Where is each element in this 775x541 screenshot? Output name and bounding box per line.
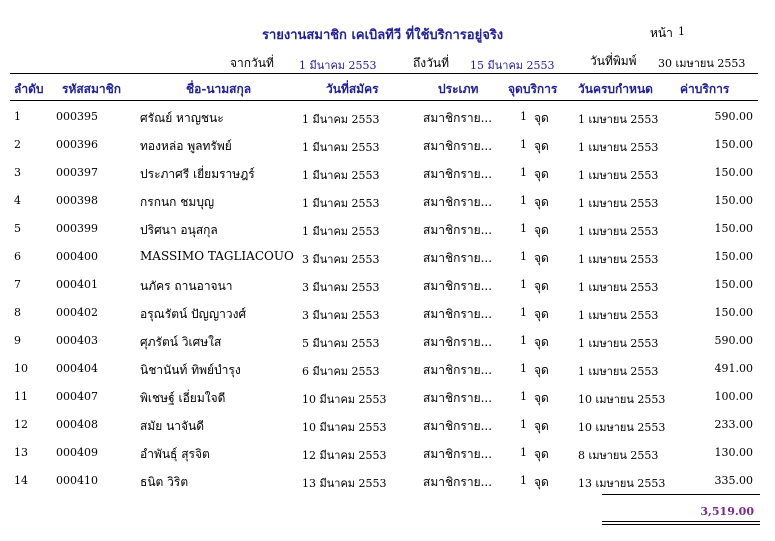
cell-seq: 11 xyxy=(14,390,28,403)
cell-apply-date: 1 มีนาคม 2553 xyxy=(302,113,380,126)
cell-seq: 12 xyxy=(14,418,28,431)
cell-code: 000399 xyxy=(56,222,98,235)
cell-points: 1 xyxy=(520,166,527,179)
column-header-points: จุดบริการ xyxy=(508,82,558,96)
cell-points: 1 xyxy=(520,222,527,235)
cell-seq: 6 xyxy=(14,250,21,263)
cell-unit: จุด xyxy=(534,111,549,125)
cell-code: 000404 xyxy=(56,362,98,375)
to-date-label: ถึงวันที่ xyxy=(413,56,449,70)
cell-fee: 233.00 xyxy=(714,418,753,431)
cell-points: 1 xyxy=(520,306,527,319)
cell-code: 000400 xyxy=(56,250,98,263)
cell-points: 1 xyxy=(520,194,527,207)
cell-code: 000409 xyxy=(56,446,98,459)
cell-seq: 9 xyxy=(14,334,21,347)
cell-points: 1 xyxy=(520,390,527,403)
cell-apply-date: 3 มีนาคม 2553 xyxy=(302,281,380,294)
cell-apply-date: 13 มีนาคม 2553 xyxy=(302,477,387,490)
column-header-due-date: วันครบกำหนด xyxy=(578,82,653,96)
cell-seq: 3 xyxy=(14,166,21,179)
cell-code: 000401 xyxy=(56,278,98,291)
cell-apply-date: 12 มีนาคม 2553 xyxy=(302,449,387,462)
column-header-seq: ลำดับ xyxy=(14,82,44,96)
cell-points: 1 xyxy=(520,446,527,459)
cell-seq: 10 xyxy=(14,362,28,375)
cell-code: 000410 xyxy=(56,474,98,487)
cell-unit: จุด xyxy=(534,307,549,321)
cell-code: 000408 xyxy=(56,418,98,431)
cell-name: นภัคร ถานอาจนา xyxy=(140,279,233,293)
cell-unit: จุด xyxy=(534,475,549,489)
cell-unit: จุด xyxy=(534,363,549,377)
cell-type: สมาชิกราย... xyxy=(423,307,493,321)
cell-fee: 491.00 xyxy=(714,362,753,375)
page-number: 1 xyxy=(678,25,685,38)
cell-due-date: 1 เมษายน 2553 xyxy=(578,281,659,294)
cell-fee: 590.00 xyxy=(714,334,753,347)
total-double-rule-2 xyxy=(602,524,760,525)
cell-name: ธนิต วิริต xyxy=(140,475,189,489)
cell-due-date: 1 เมษายน 2553 xyxy=(578,365,659,378)
cell-points: 1 xyxy=(520,362,527,375)
cell-code: 000398 xyxy=(56,194,98,207)
cell-unit: จุด xyxy=(534,419,549,433)
cell-unit: จุด xyxy=(534,195,549,209)
cell-apply-date: 6 มีนาคม 2553 xyxy=(302,365,380,378)
from-date-label: จากวันที่ xyxy=(230,56,274,70)
cell-type: สมาชิกราย... xyxy=(423,363,493,377)
cell-due-date: 1 เมษายน 2553 xyxy=(578,113,659,126)
cell-due-date: 1 เมษายน 2553 xyxy=(578,309,659,322)
cell-type: สมาชิกราย... xyxy=(423,419,493,433)
cell-unit: จุด xyxy=(534,251,549,265)
report-title: รายงานสมาชิก เคเบิลทีวี ที่ใช้บริการอยู่จริง xyxy=(262,28,504,43)
cell-name: ศรัณย์ หาญชนะ xyxy=(140,111,224,125)
cell-code: 000403 xyxy=(56,334,98,347)
to-date-value: 15 มีนาคม 2553 xyxy=(470,59,555,72)
cell-type: สมาชิกราย... xyxy=(423,279,493,293)
cell-points: 1 xyxy=(520,110,527,123)
cell-due-date: 10 เมษายน 2553 xyxy=(578,393,666,406)
cell-seq: 2 xyxy=(14,138,21,151)
cell-type: สมาชิกราย... xyxy=(423,195,493,209)
cell-code: 000397 xyxy=(56,166,98,179)
cell-seq: 4 xyxy=(14,194,21,207)
cell-type: สมาชิกราย... xyxy=(423,167,493,181)
from-date-value: 1 มีนาคม 2553 xyxy=(299,59,377,72)
cell-name: ปริศนา อนุสกุล xyxy=(140,223,218,237)
cell-type: สมาชิกราย... xyxy=(423,139,493,153)
cell-points: 1 xyxy=(520,278,527,291)
cell-type: สมาชิกราย... xyxy=(423,111,493,125)
cell-fee: 150.00 xyxy=(714,306,753,319)
cell-due-date: 10 เมษายน 2553 xyxy=(578,421,666,434)
cell-due-date: 1 เมษายน 2553 xyxy=(578,197,659,210)
cell-apply-date: 1 มีนาคม 2553 xyxy=(302,169,380,182)
cell-unit: จุด xyxy=(534,167,549,181)
total-fee: 3,519.00 xyxy=(700,505,754,518)
cell-due-date: 1 เมษายน 2553 xyxy=(578,141,659,154)
cell-name: MASSIMO TAGLIACOUO xyxy=(140,249,294,263)
cell-fee: 130.00 xyxy=(714,446,753,459)
cell-apply-date: 3 มีนาคม 2553 xyxy=(302,253,380,266)
cell-fee: 150.00 xyxy=(714,278,753,291)
cell-due-date: 1 เมษายน 2553 xyxy=(578,169,659,182)
cell-due-date: 1 เมษายน 2553 xyxy=(578,253,659,266)
column-header-code: รหัสสมาชิก xyxy=(62,82,122,96)
header-bottom-rule xyxy=(10,100,758,101)
cell-unit: จุด xyxy=(534,447,549,461)
cell-apply-date: 1 มีนาคม 2553 xyxy=(302,225,380,238)
cell-name: อำพันธุ์ สุรจิต xyxy=(140,447,210,461)
cell-fee: 150.00 xyxy=(714,166,753,179)
cell-due-date: 1 เมษายน 2553 xyxy=(578,225,659,238)
cell-name: ศุภรัตน์ วิเศษใส xyxy=(140,335,222,349)
cell-points: 1 xyxy=(520,250,527,263)
cell-due-date: 8 เมษายน 2553 xyxy=(578,449,659,462)
cell-seq: 8 xyxy=(14,306,21,319)
cell-name: กรกนก ชมบุญ xyxy=(140,195,215,209)
cell-apply-date: 1 มีนาคม 2553 xyxy=(302,141,380,154)
cell-code: 000396 xyxy=(56,138,98,151)
cell-apply-date: 10 มีนาคม 2553 xyxy=(302,393,387,406)
cell-name: นิชานันท์ ทิพย์บำรุง xyxy=(140,363,241,377)
cell-apply-date: 1 มีนาคม 2553 xyxy=(302,197,380,210)
total-double-rule-1 xyxy=(602,521,760,522)
cell-seq: 14 xyxy=(14,474,28,487)
cell-apply-date: 10 มีนาคม 2553 xyxy=(302,421,387,434)
cell-unit: จุด xyxy=(534,139,549,153)
cell-type: สมาชิกราย... xyxy=(423,223,493,237)
cell-type: สมาชิกราย... xyxy=(423,251,493,265)
cell-due-date: 1 เมษายน 2553 xyxy=(578,337,659,350)
total-top-rule xyxy=(602,494,760,495)
column-header-apply-date: วันที่สมัคร xyxy=(326,82,379,96)
cell-name: สมัย นาจันดี xyxy=(140,419,205,433)
cell-seq: 7 xyxy=(14,278,21,291)
cell-fee: 335.00 xyxy=(714,474,753,487)
column-header-type: ประเภท xyxy=(438,82,479,96)
cell-name: ประภาศรี เยี่ยมราษฎร์ xyxy=(140,167,255,181)
cell-seq: 13 xyxy=(14,446,28,459)
cell-fee: 590.00 xyxy=(714,110,753,123)
cell-points: 1 xyxy=(520,474,527,487)
cell-fee: 150.00 xyxy=(714,250,753,263)
cell-seq: 1 xyxy=(14,110,21,123)
cell-name: อรุณรัตน์ ปัญญาวงศ์ xyxy=(140,307,247,321)
cell-name: ทองหล่อ พูลทรัพย์ xyxy=(140,139,232,153)
page-label: หน้า xyxy=(650,26,673,40)
cell-code: 000407 xyxy=(56,390,98,403)
cell-fee: 150.00 xyxy=(714,138,753,151)
cell-due-date: 13 เมษายน 2553 xyxy=(578,477,666,490)
cell-apply-date: 5 มีนาคม 2553 xyxy=(302,337,380,350)
print-date-value: 30 เมษายน 2553 xyxy=(658,57,746,70)
cell-code: 000402 xyxy=(56,306,98,319)
cell-seq: 5 xyxy=(14,222,21,235)
cell-apply-date: 3 มีนาคม 2553 xyxy=(302,309,380,322)
cell-points: 1 xyxy=(520,334,527,347)
cell-code: 000395 xyxy=(56,110,98,123)
print-date-label: วันที่พิมพ์ xyxy=(590,54,637,68)
cell-fee: 100.00 xyxy=(714,390,753,403)
header-top-rule xyxy=(10,73,758,74)
cell-type: สมาชิกราย... xyxy=(423,335,493,349)
cell-points: 1 xyxy=(520,138,527,151)
column-header-name: ชื่อ-นามสกุล xyxy=(186,82,252,96)
cell-unit: จุด xyxy=(534,335,549,349)
cell-fee: 150.00 xyxy=(714,194,753,207)
cell-name: พิเชษฐ์ เอี่ยมใจดี xyxy=(140,391,226,405)
cell-unit: จุด xyxy=(534,223,549,237)
column-header-fee: ค่าบริการ xyxy=(680,82,730,96)
cell-type: สมาชิกราย... xyxy=(423,391,493,405)
cell-unit: จุด xyxy=(534,391,549,405)
cell-type: สมาชิกราย... xyxy=(423,447,493,461)
cell-fee: 150.00 xyxy=(714,222,753,235)
cell-unit: จุด xyxy=(534,279,549,293)
cell-points: 1 xyxy=(520,418,527,431)
cell-type: สมาชิกราย... xyxy=(423,475,493,489)
